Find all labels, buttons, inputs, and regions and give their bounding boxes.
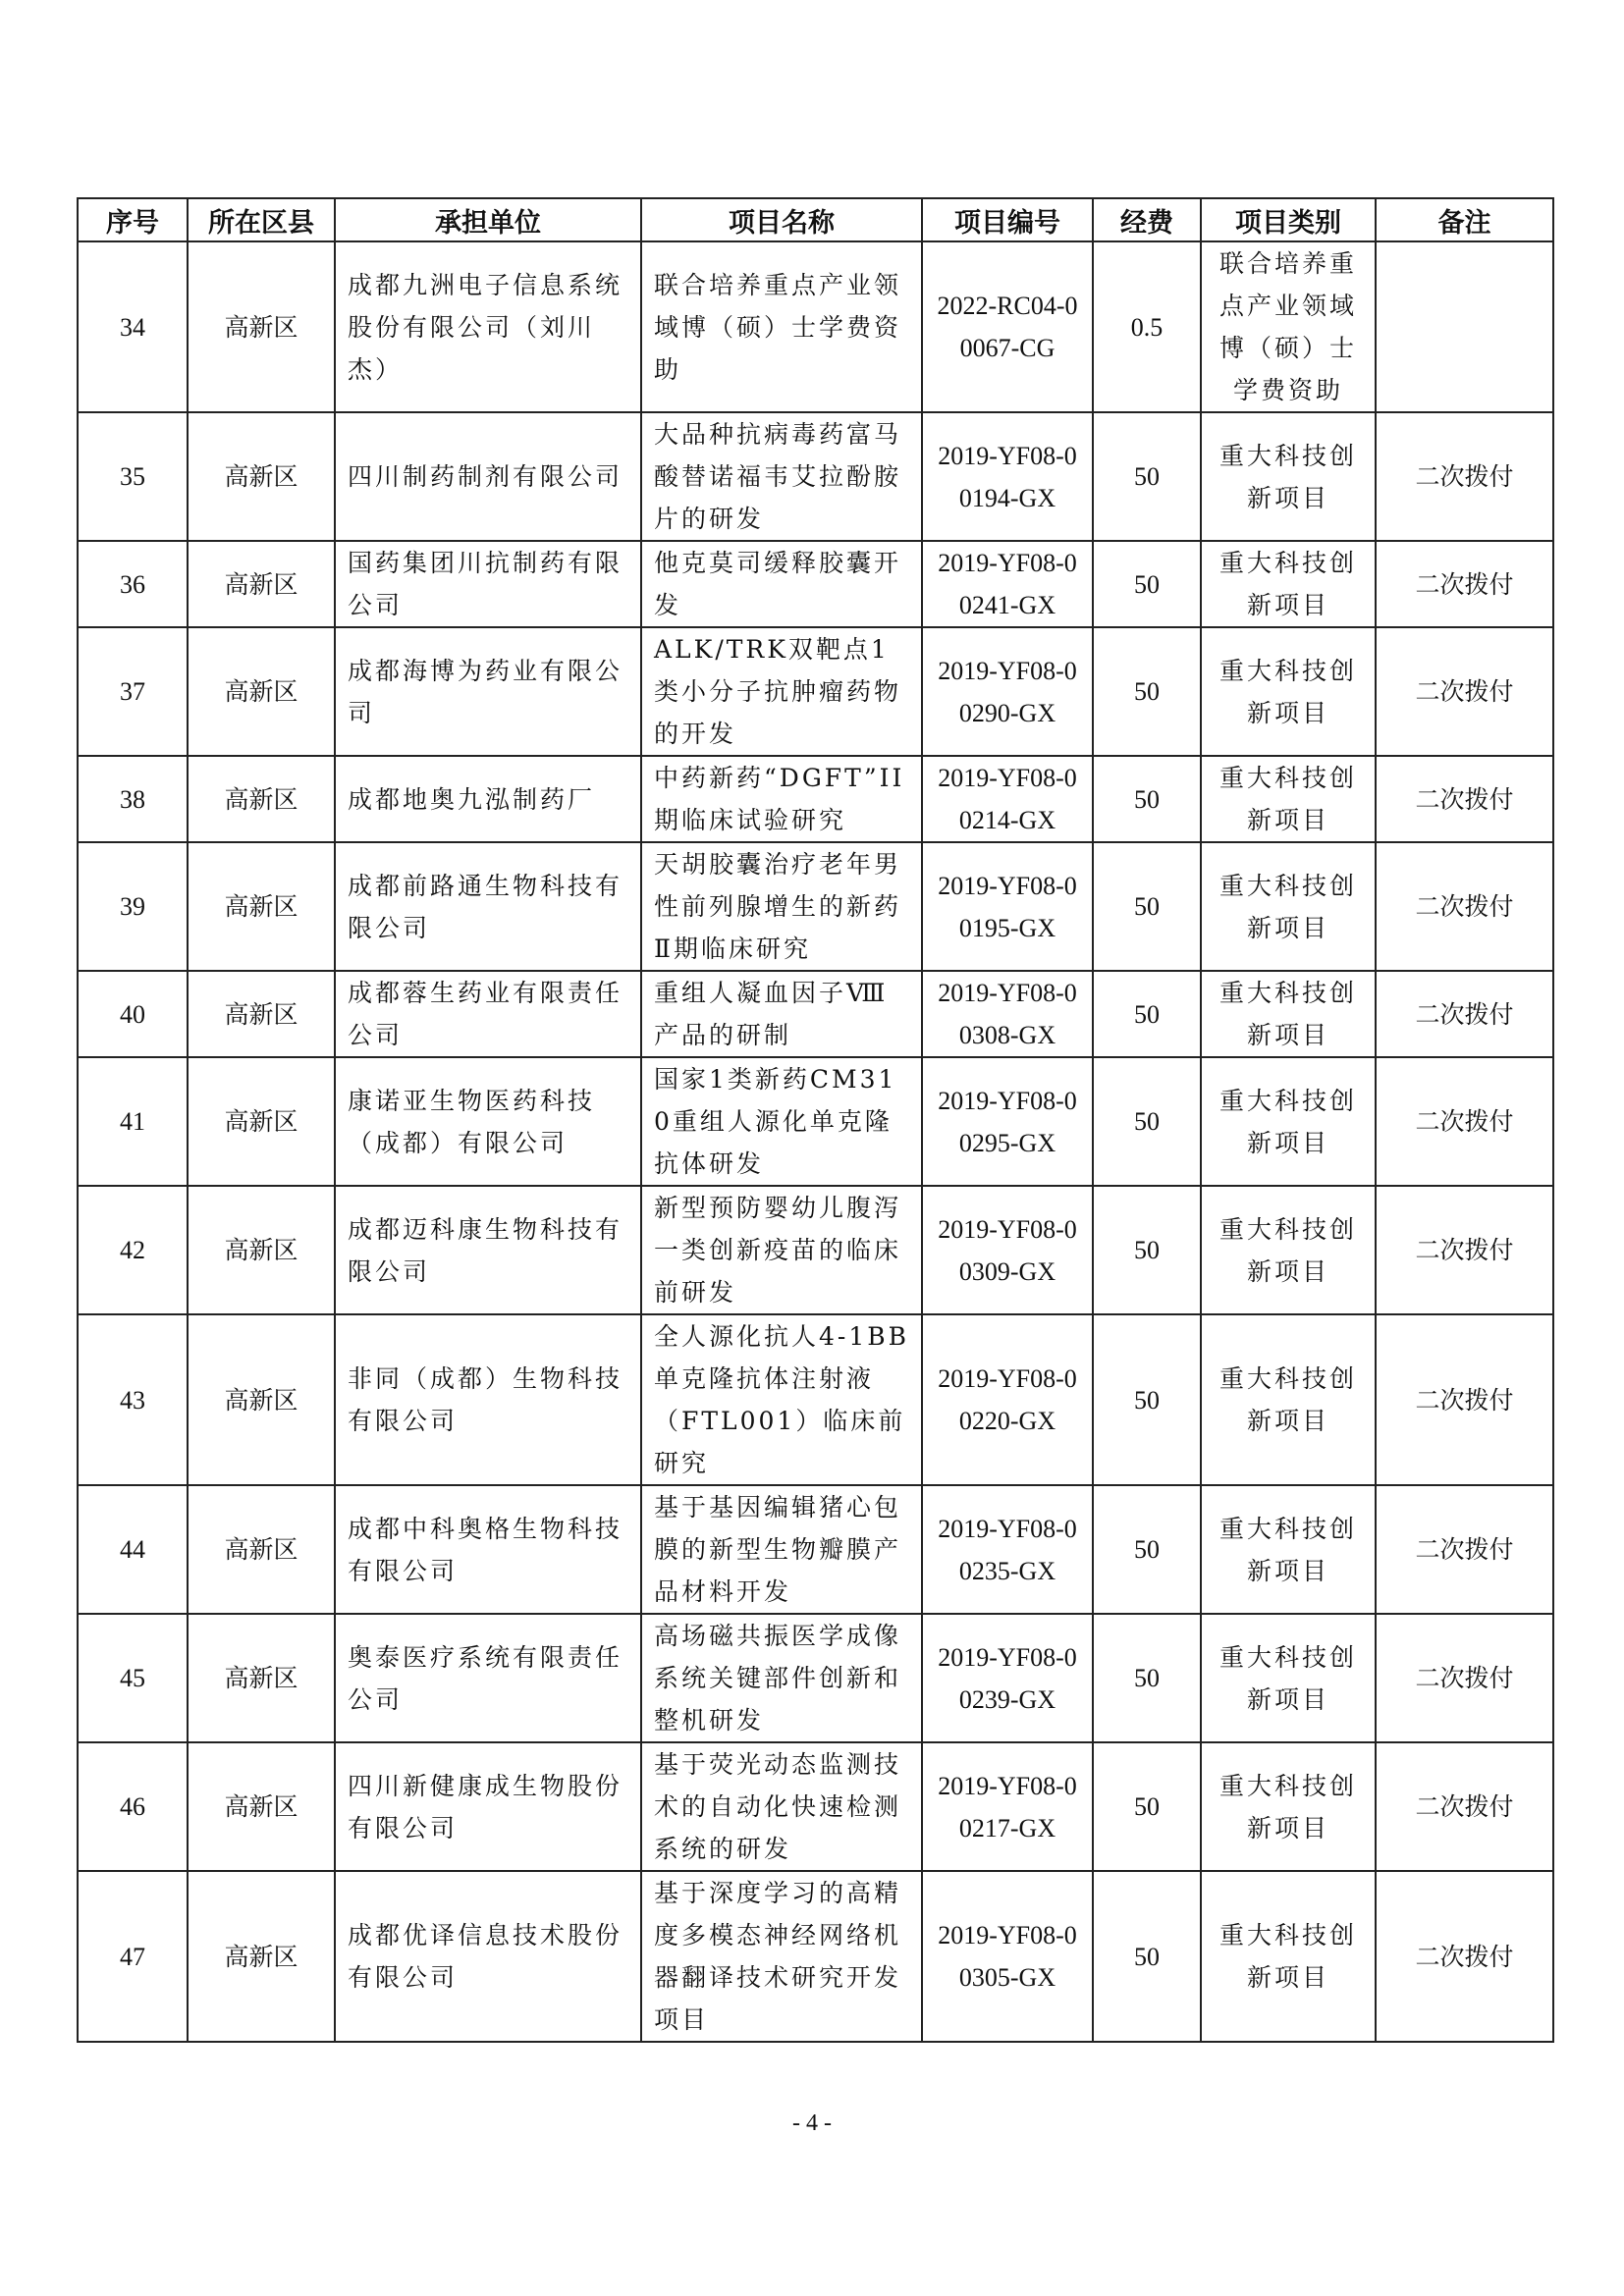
cell-remark: 二次拨付: [1376, 1485, 1553, 1614]
cell-project-code: 2019-YF08-00195-GX: [922, 842, 1093, 971]
cell-remark: 二次拨付: [1376, 842, 1553, 971]
cell-district: 高新区: [188, 541, 335, 627]
cell-funding: 50: [1093, 541, 1201, 627]
cell-project-name: 重组人凝血因子Ⅷ产品的研制: [641, 971, 922, 1057]
cell-project-category: 重大科技创新项目: [1201, 627, 1376, 756]
cell-remark: 二次拨付: [1376, 971, 1553, 1057]
cell-undertaking-unit: 成都迈科康生物科技有限公司: [335, 1186, 641, 1314]
cell-funding: 50: [1093, 1314, 1201, 1485]
cell-remark: [1376, 241, 1553, 412]
cell-project-name: 国家1类新药CM310重组人源化单克隆抗体研发: [641, 1057, 922, 1186]
header-cell: 项目编号: [922, 198, 1093, 241]
cell-project-code: 2019-YF08-00305-GX: [922, 1871, 1093, 2042]
cell-serial-number: 46: [78, 1742, 188, 1871]
cell-project-code: 2019-YF08-00308-GX: [922, 971, 1093, 1057]
cell-funding: 0.5: [1093, 241, 1201, 412]
cell-remark: 二次拨付: [1376, 1742, 1553, 1871]
cell-undertaking-unit: 成都优译信息技术股份有限公司: [335, 1871, 641, 2042]
cell-project-code: 2019-YF08-00214-GX: [922, 756, 1093, 842]
cell-funding: 50: [1093, 842, 1201, 971]
table-body: [78, 241, 1553, 2042]
table-row: [78, 756, 1553, 842]
table-row: [78, 971, 1553, 1057]
cell-serial-number: 38: [78, 756, 188, 842]
cell-project-code: 2019-YF08-00239-GX: [922, 1614, 1093, 1742]
cell-undertaking-unit: 成都九洲电子信息系统股份有限公司（刘川杰）: [335, 241, 641, 412]
cell-district: 高新区: [188, 842, 335, 971]
cell-project-name: 中药新药“DGFT”II期临床试验研究: [641, 756, 922, 842]
cell-project-name: 基于荧光动态监测技术的自动化快速检测系统的研发: [641, 1742, 922, 1871]
cell-project-code: 2019-YF08-00235-GX: [922, 1485, 1093, 1614]
cell-undertaking-unit: 四川新健康成生物股份有限公司: [335, 1742, 641, 1871]
cell-project-category: 重大科技创新项目: [1201, 1057, 1376, 1186]
cell-district: 高新区: [188, 1186, 335, 1314]
cell-district: 高新区: [188, 971, 335, 1057]
cell-remark: 二次拨付: [1376, 1871, 1553, 2042]
cell-project-code: 2019-YF08-00241-GX: [922, 541, 1093, 627]
cell-project-category: 重大科技创新项目: [1201, 1614, 1376, 1742]
header-cell: 所在区县: [188, 198, 335, 241]
cell-project-name: 基于深度学习的高精度多模态神经网络机器翻译技术研究开发项目: [641, 1871, 922, 2042]
cell-project-code: 2019-YF08-00290-GX: [922, 627, 1093, 756]
cell-project-code: 2019-YF08-00217-GX: [922, 1742, 1093, 1871]
header-cell: 序号: [78, 198, 188, 241]
cell-project-code: 2019-YF08-00295-GX: [922, 1057, 1093, 1186]
cell-project-category: 重大科技创新项目: [1201, 1485, 1376, 1614]
cell-project-category: 重大科技创新项目: [1201, 756, 1376, 842]
cell-project-name: 全人源化抗人4-1BB单克隆抗体注射液（FTL001）临床前研究: [641, 1314, 922, 1485]
cell-project-name: 新型预防婴幼儿腹泻一类创新疫苗的临床前研发: [641, 1186, 922, 1314]
cell-serial-number: 43: [78, 1314, 188, 1485]
cell-district: 高新区: [188, 1871, 335, 2042]
cell-district: 高新区: [188, 412, 335, 541]
cell-district: 高新区: [188, 1057, 335, 1186]
cell-remark: 二次拨付: [1376, 756, 1553, 842]
cell-district: 高新区: [188, 756, 335, 842]
cell-project-name: 大品种抗病毒药富马酸替诺福韦艾拉酚胺片的研发: [641, 412, 922, 541]
cell-funding: 50: [1093, 1186, 1201, 1314]
cell-district: 高新区: [188, 627, 335, 756]
table-row: [78, 1614, 1553, 1742]
cell-project-category: 重大科技创新项目: [1201, 842, 1376, 971]
cell-funding: 50: [1093, 1614, 1201, 1742]
cell-project-category: 重大科技创新项目: [1201, 1314, 1376, 1485]
cell-remark: 二次拨付: [1376, 1186, 1553, 1314]
cell-funding: 50: [1093, 756, 1201, 842]
cell-serial-number: 47: [78, 1871, 188, 2042]
cell-undertaking-unit: 康诺亚生物医药科技（成都）有限公司: [335, 1057, 641, 1186]
cell-remark: 二次拨付: [1376, 1314, 1553, 1485]
table-row: [78, 241, 1553, 412]
cell-serial-number: 45: [78, 1614, 188, 1742]
cell-remark: 二次拨付: [1376, 1057, 1553, 1186]
cell-district: 高新区: [188, 1742, 335, 1871]
page-number: - 4 -: [792, 2110, 832, 2136]
cell-project-code: 2019-YF08-00220-GX: [922, 1314, 1093, 1485]
header-cell: 项目名称: [641, 198, 922, 241]
cell-serial-number: 44: [78, 1485, 188, 1614]
cell-serial-number: 34: [78, 241, 188, 412]
table-row: [78, 842, 1553, 971]
table-row: [78, 1057, 1553, 1186]
table-header-row: [78, 198, 1553, 241]
cell-serial-number: 42: [78, 1186, 188, 1314]
table-row: [78, 627, 1553, 756]
cell-undertaking-unit: 成都中科奥格生物科技有限公司: [335, 1485, 641, 1614]
cell-district: 高新区: [188, 1485, 335, 1614]
cell-project-category: 联合培养重点产业领域博（硕）士学费资助: [1201, 241, 1376, 412]
cell-remark: 二次拨付: [1376, 412, 1553, 541]
cell-district: 高新区: [188, 1314, 335, 1485]
cell-project-category: 重大科技创新项目: [1201, 1742, 1376, 1871]
header-cell: 备注: [1376, 198, 1553, 241]
table-row: [78, 541, 1553, 627]
cell-project-category: 重大科技创新项目: [1201, 541, 1376, 627]
cell-project-name: 他克莫司缓释胶囊开发: [641, 541, 922, 627]
cell-serial-number: 36: [78, 541, 188, 627]
cell-project-category: 重大科技创新项目: [1201, 412, 1376, 541]
cell-undertaking-unit: 非同（成都）生物科技有限公司: [335, 1314, 641, 1485]
cell-undertaking-unit: 成都蓉生药业有限责任公司: [335, 971, 641, 1057]
table-row: [78, 412, 1553, 541]
cell-serial-number: 41: [78, 1057, 188, 1186]
table-row: [78, 1871, 1553, 2042]
cell-remark: 二次拨付: [1376, 541, 1553, 627]
header-cell: 项目类别: [1201, 198, 1376, 241]
cell-project-code: 2019-YF08-00309-GX: [922, 1186, 1093, 1314]
cell-district: 高新区: [188, 1614, 335, 1742]
table-row: [78, 1485, 1553, 1614]
cell-serial-number: 39: [78, 842, 188, 971]
table-row: [78, 1742, 1553, 1871]
header-cell: 经费: [1093, 198, 1201, 241]
cell-undertaking-unit: 成都地奥九泓制药厂: [335, 756, 641, 842]
cell-project-name: 天胡胶囊治疗老年男性前列腺增生的新药Ⅱ期临床研究: [641, 842, 922, 971]
project-table: [77, 197, 1554, 2043]
cell-funding: 50: [1093, 627, 1201, 756]
cell-project-category: 重大科技创新项目: [1201, 1871, 1376, 2042]
cell-undertaking-unit: 国药集团川抗制药有限公司: [335, 541, 641, 627]
table-row: [78, 1186, 1553, 1314]
header-cell: 承担单位: [335, 198, 641, 241]
cell-remark: 二次拨付: [1376, 627, 1553, 756]
cell-funding: 50: [1093, 412, 1201, 541]
cell-district: 高新区: [188, 241, 335, 412]
cell-funding: 50: [1093, 1742, 1201, 1871]
cell-project-name: 联合培养重点产业领域博（硕）士学费资助: [641, 241, 922, 412]
cell-remark: 二次拨付: [1376, 1614, 1553, 1742]
cell-serial-number: 35: [78, 412, 188, 541]
table-row: [78, 1314, 1553, 1485]
cell-undertaking-unit: 成都前路通生物科技有限公司: [335, 842, 641, 971]
cell-project-code: 2019-YF08-00194-GX: [922, 412, 1093, 541]
cell-project-name: 高场磁共振医学成像系统关键部件创新和整机研发: [641, 1614, 922, 1742]
cell-funding: 50: [1093, 1485, 1201, 1614]
cell-undertaking-unit: 奥泰医疗系统有限责任公司: [335, 1614, 641, 1742]
cell-funding: 50: [1093, 1871, 1201, 2042]
cell-undertaking-unit: 成都海博为药业有限公司: [335, 627, 641, 756]
cell-project-code: 2022-RC04-00067-CG: [922, 241, 1093, 412]
cell-project-category: 重大科技创新项目: [1201, 971, 1376, 1057]
cell-project-category: 重大科技创新项目: [1201, 1186, 1376, 1314]
cell-funding: 50: [1093, 971, 1201, 1057]
cell-serial-number: 40: [78, 971, 188, 1057]
cell-undertaking-unit: 四川制药制剂有限公司: [335, 412, 641, 541]
cell-project-name: 基于基因编辑猪心包膜的新型生物瓣膜产品材料开发: [641, 1485, 922, 1614]
cell-project-name: ALK/TRK双靶点1类小分子抗肿瘤药物的开发: [641, 627, 922, 756]
cell-serial-number: 37: [78, 627, 188, 756]
cell-funding: 50: [1093, 1057, 1201, 1186]
